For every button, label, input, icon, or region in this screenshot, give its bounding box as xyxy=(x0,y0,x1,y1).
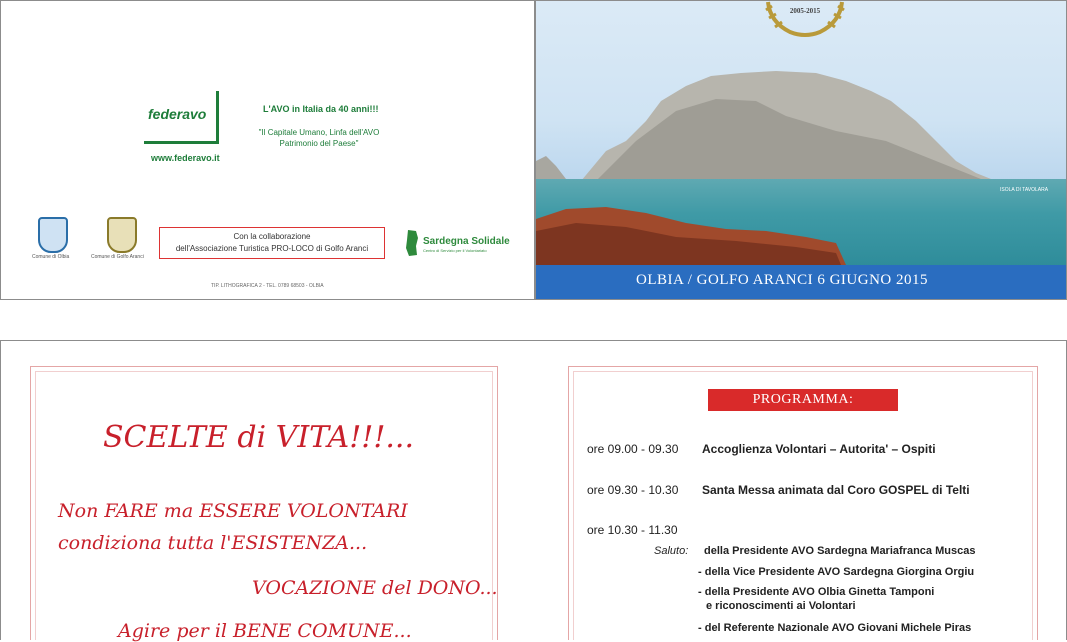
sardegna-solidale-text: Sardegna Solidale xyxy=(423,236,510,247)
sardegna-solidale-subtitle: Centro di Servizio per il Volontariato xyxy=(423,248,487,253)
golfo-aranci-crest-icon xyxy=(107,217,137,253)
typography-credit: TIP. LITHOGRAFICA 2 - TEL. 0789 68503 - OLBIA xyxy=(211,283,324,289)
comune-olbia-label: Comune di Olbia xyxy=(32,254,70,260)
anniversary-years: 2005-2015 xyxy=(789,7,821,15)
avo-title: L'AVO in Italia da 40 anni!!! xyxy=(263,104,379,114)
federavo-url: www.federavo.it xyxy=(151,153,220,163)
row-time: ore 10.30 - 11.30 xyxy=(587,523,678,537)
banner-text: OLBIA / GOLFO ARANCI 6 GIUGNO 2015 xyxy=(636,272,929,288)
sardegna-map-icon xyxy=(403,228,421,258)
back-cover-panel xyxy=(0,0,535,300)
row-time: ore 09.00 - 09.30 xyxy=(587,442,679,456)
saluto-item: - della Vice Presidente AVO Sardegna Giorgina Orgiu xyxy=(698,566,975,578)
front-cover-panel xyxy=(535,0,1067,300)
olbia-crest-icon xyxy=(38,217,68,253)
collaboration-box xyxy=(159,227,385,259)
comune-golfo-label: Comune di Golfo Aranci xyxy=(91,254,144,260)
rocks-foreground xyxy=(536,1,1067,300)
saluto-item: della Presidente AVO Sardegna Mariafranca Muscas xyxy=(704,545,976,557)
photo-caption: ISOLA DI TAVOLARA xyxy=(1000,187,1049,193)
row-activity: Accoglienza Volontari – Autorita' – Ospiti xyxy=(702,442,936,456)
row-activity: Santa Messa animata dal Coro GOSPEL di Telti xyxy=(702,483,970,497)
slogan-vocazione: VOCAZIONE del DONO... xyxy=(252,577,498,599)
slogan-scelte: SCELTE di VITA!!!... xyxy=(103,420,414,455)
saluto-item: - del Referente Nazionale AVO Giovani Michele Piras xyxy=(698,622,972,634)
slogan-condiziona: condiziona tutta l'ESISTENZA... xyxy=(58,532,368,554)
saluto-item: e riconoscimenti ai Volontari xyxy=(706,600,856,612)
saluto-item: - della Presidente AVO Olbia Ginetta Tamponi xyxy=(698,586,935,598)
federavo-logo-text: federavo xyxy=(148,106,207,122)
collab-line1: Con la collaborazione xyxy=(233,232,311,241)
row-time: ore 09.30 - 10.30 xyxy=(587,483,679,497)
federavo-logo xyxy=(144,89,222,149)
programma-heading: PROGRAMMA: xyxy=(708,389,898,411)
avo-quote-line1: "Il Capitale Umano, Linfa dell'AVO xyxy=(258,128,380,137)
laurel-wreath-icon xyxy=(760,0,850,40)
slogan-agire: Agire per il BENE COMUNE... xyxy=(118,620,412,642)
saluto-label: Saluto: xyxy=(654,545,689,557)
sardegna-solidale-logo xyxy=(403,228,513,258)
slogan-non-fare: Non FARE ma ESSERE VOLONTARI xyxy=(58,500,408,522)
collab-line2: dell'Associazione Turistica PRO-LOCO di Golfo Aranci xyxy=(175,244,369,253)
avo-quote xyxy=(249,127,389,149)
avo-quote-line2: Patrimonio del Paese" xyxy=(279,139,359,148)
